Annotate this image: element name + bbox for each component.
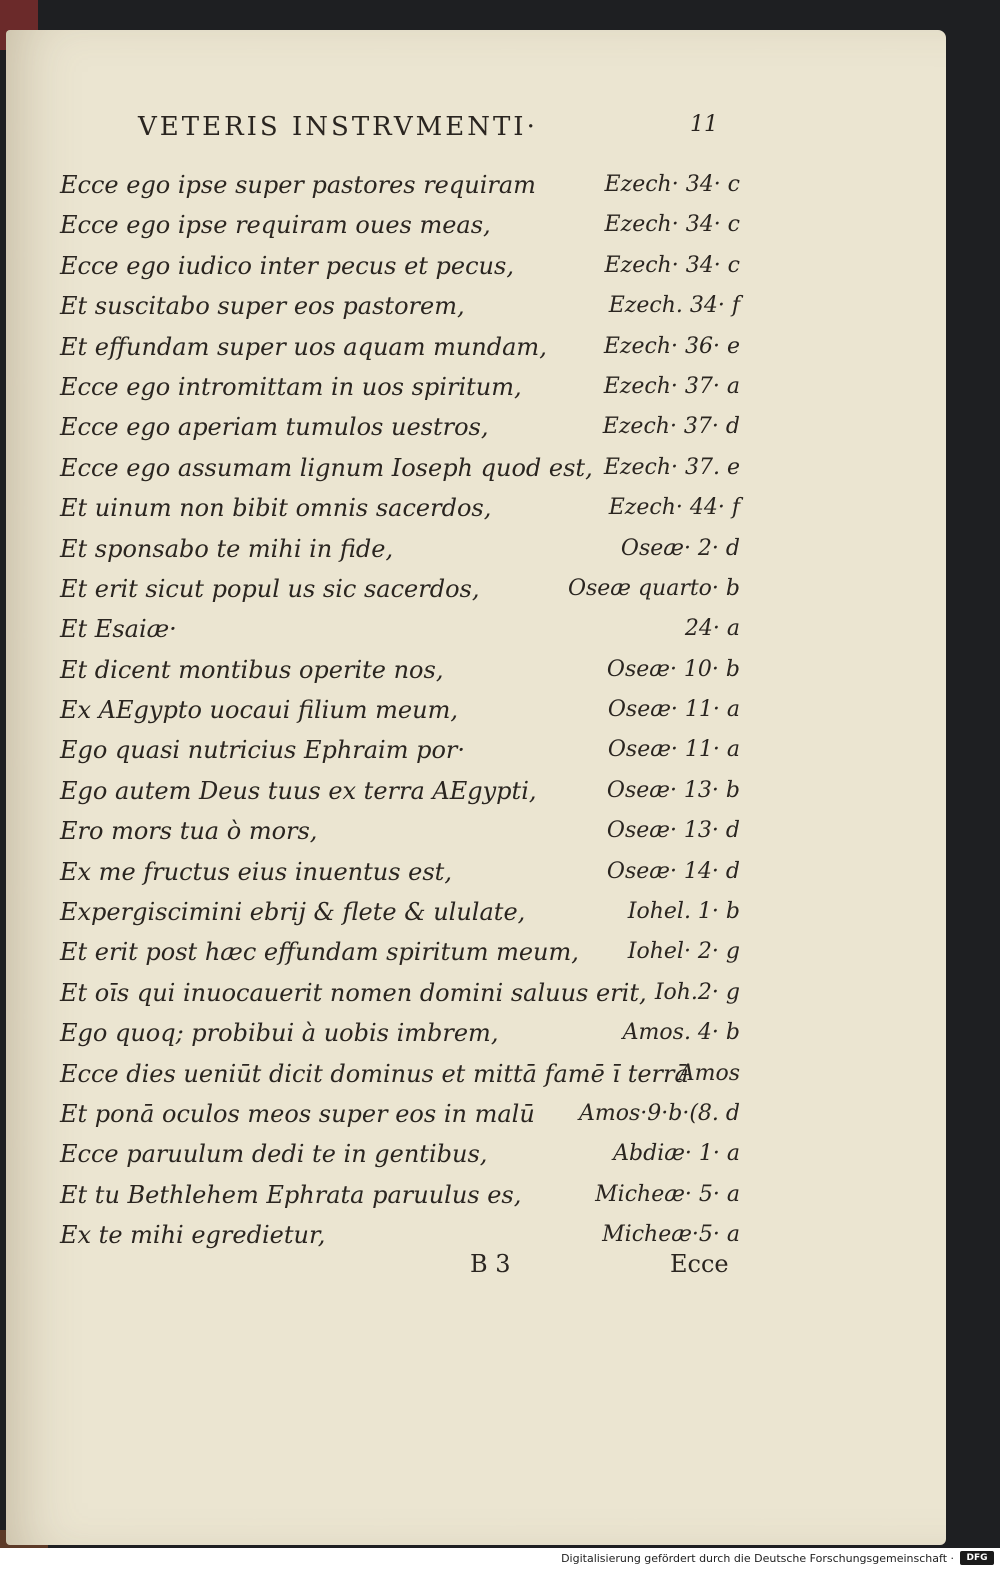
index-entry	[60, 529, 740, 569]
entry-reference: Amos. 4· b	[622, 1020, 740, 1046]
entry-text: Ecce ego ipse super pastores requiram	[60, 171, 536, 199]
entry-reference: Amos	[678, 1060, 740, 1086]
entry-text: Ecce paruulum dedi te in gentibus,	[60, 1140, 488, 1169]
index-entries	[60, 165, 740, 1256]
index-entry	[60, 892, 740, 932]
footer-credit: Digitalisierung gefördert durch die Deutsche Forschungsgemeinschaft ·	[561, 1552, 954, 1565]
entry-reference: Micheæ·5· a	[602, 1222, 740, 1248]
entry-text: Ecce ego intromittam in uos spiritum,	[60, 372, 522, 401]
entry-reference: Micheæ· 5· a	[595, 1181, 740, 1207]
entry-reference: Ezech· 34· c	[604, 212, 740, 238]
index-entry	[60, 690, 740, 730]
entry-reference: 24· a	[684, 616, 740, 642]
entry-reference: Oseæ· 10· b	[606, 656, 740, 682]
index-entry	[60, 973, 740, 1013]
index-entry	[60, 1215, 740, 1255]
dfg-logo-icon: DFG	[960, 1551, 994, 1565]
entry-reference: Ezech· 37· a	[603, 373, 740, 399]
index-entry	[60, 569, 740, 609]
index-entry	[60, 327, 740, 367]
index-entry	[60, 1134, 740, 1174]
catchword: Ecce	[670, 1250, 729, 1278]
entry-reference: Oseæ· 13· d	[606, 818, 740, 844]
entry-reference: Ioh.2· g	[654, 979, 740, 1005]
entry-reference: Oseæ quarto· b	[567, 575, 740, 601]
entry-text: Et erit sicut popul us sic sacerdos,	[60, 574, 480, 603]
folio-number: 11	[690, 112, 718, 137]
entry-text: Et sponsabo te mihi in fide,	[60, 534, 394, 563]
entry-reference: Oseæ· 2· d	[620, 535, 740, 561]
entry-text: Ecce ego aperiam tumulos uestros,	[60, 413, 489, 442]
entry-text: Ex me fructus eius inuentus est,	[60, 857, 452, 886]
index-entry	[60, 730, 740, 770]
entry-text: Ero mors tua ò mors,	[60, 817, 318, 846]
entry-reference: Oseæ· 11· a	[607, 737, 740, 763]
entry-text: Expergiscimini ebrij & flete & ululate,	[60, 898, 526, 927]
entry-text: Ego autem Deus tuus ex terra AEgypti,	[60, 776, 537, 805]
entry-text: Et suscitabo super eos pastorem,	[60, 292, 465, 321]
index-entry	[60, 367, 740, 407]
entry-reference: Ezech· 34· c	[604, 172, 740, 197]
index-entry	[60, 852, 740, 892]
index-entry	[60, 246, 740, 286]
entry-text: Et erit post hæc effundam spiritum meum,	[60, 938, 579, 967]
entry-text: Ego quasi nutricius Ephraim por·	[60, 736, 466, 765]
index-entry	[60, 1094, 740, 1134]
entry-text: Ecce ego iudico inter pecus et pecus,	[60, 251, 514, 280]
entry-text: Ecce ego ipse requiram oues meas,	[60, 211, 491, 240]
index-entry	[60, 932, 740, 972]
index-entry	[60, 771, 740, 811]
entry-text: Ex te mihi egredietur,	[60, 1221, 326, 1250]
index-entry	[60, 448, 740, 488]
entry-text: Ecce ego assumam lignum Ioseph quod est,	[60, 453, 593, 482]
entry-reference: Oseæ· 13· b	[606, 777, 740, 803]
index-entry	[60, 286, 740, 326]
entry-reference: Amos·9·b·(8. d	[579, 1100, 740, 1126]
page-header	[138, 112, 718, 152]
entry-text: Et dicent montibus operite nos,	[60, 655, 444, 684]
signature-mark: B 3	[470, 1250, 511, 1278]
index-entry	[60, 811, 740, 851]
entry-text: Ego quoq; probibui à uobis imbrem,	[60, 1019, 499, 1048]
entry-reference: Ezech· 37· d	[602, 414, 740, 440]
index-entry	[60, 407, 740, 447]
index-entry	[60, 1175, 740, 1215]
entry-text: Et tu Bethlehem Ephrata paruulus es,	[60, 1180, 522, 1209]
entry-text: Ex AEgypto uocaui filium meum,	[60, 696, 458, 725]
index-entry	[60, 650, 740, 690]
index-entry	[60, 205, 740, 245]
entry-text: Et uinum non bibit omnis sacerdos,	[60, 494, 492, 523]
entry-text: Et ponā oculos meos super eos in malū	[60, 1099, 535, 1128]
entry-text: Et oīs qui inuocauerit nomen domini saluus erit,	[60, 978, 647, 1007]
index-entry	[60, 1013, 740, 1053]
running-head: VETERIS INSTRVMENTI·	[138, 112, 538, 142]
entry-reference: Ezech· 44· f	[608, 495, 740, 521]
entry-reference: Ezech· 37. e	[603, 454, 740, 480]
index-entry	[60, 165, 740, 205]
entry-reference: Ezech. 34· f	[608, 293, 740, 319]
index-entry	[60, 488, 740, 528]
entry-text: Et Esaiæ·	[60, 615, 177, 644]
entry-reference: Ezech· 34· c	[604, 252, 740, 278]
index-entry	[60, 1054, 740, 1094]
entry-reference: Iohel. 1· b	[627, 899, 740, 925]
entry-text: Et effundam super uos aquam mundam,	[60, 332, 547, 361]
entry-reference: Oseæ· 11· a	[607, 697, 740, 723]
entry-reference: Iohel· 2· g	[627, 939, 740, 965]
entry-reference: Oseæ· 14· d	[606, 858, 740, 884]
entry-reference: Abdiæ· 1· a	[613, 1141, 740, 1167]
index-entry	[60, 609, 740, 649]
entry-text: Ecce dies ueniūt dicit dominus et mittā famē ī terrā	[60, 1059, 689, 1088]
entry-reference: Ezech· 36· e	[603, 333, 740, 359]
